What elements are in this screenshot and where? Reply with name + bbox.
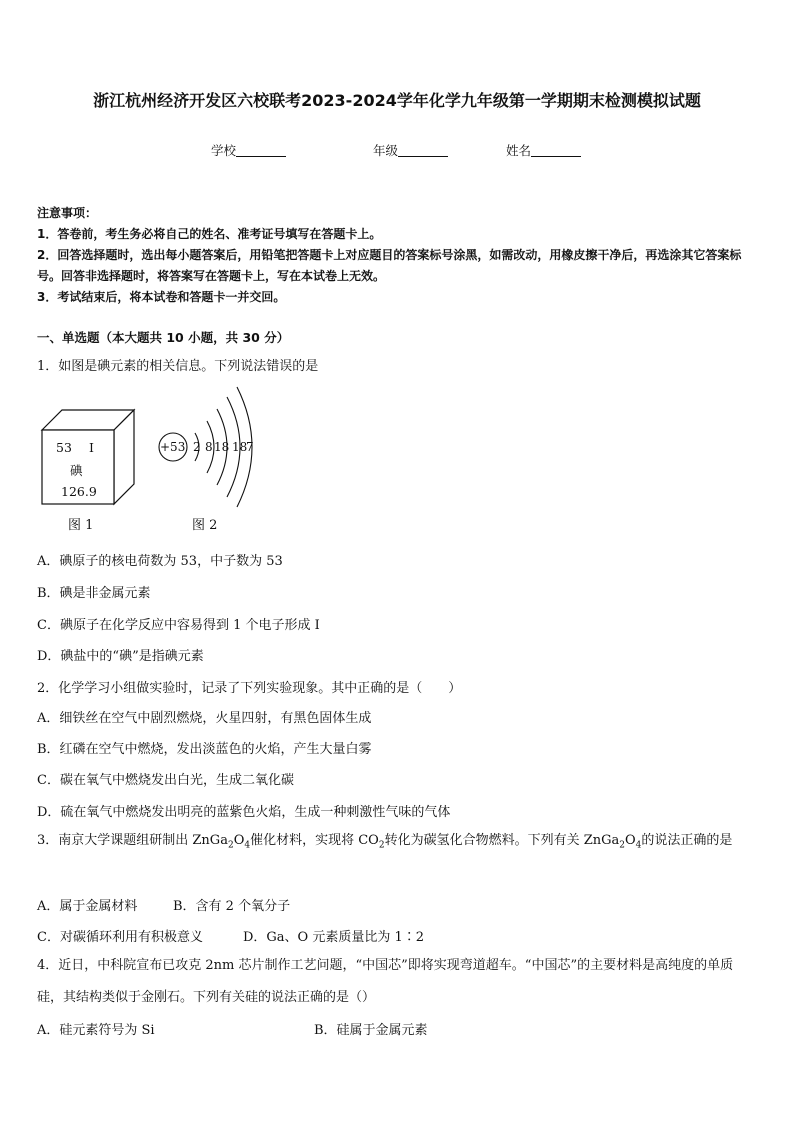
q1-option-a: A．碘原子的核电荷数为 53，中子数为 53 xyxy=(37,554,283,569)
note-3: 3．考试结束后，将本试卷和答题卡一并交回。 xyxy=(37,290,286,304)
q1-option-b: B．碘是非金属元素 xyxy=(37,586,151,601)
element-mass: 126.9 xyxy=(61,484,97,499)
notes-heading: 注意事项： xyxy=(37,206,98,220)
q2-option-c: C．碳在氧气中燃烧发出白光，生成二氧化碳 xyxy=(37,773,294,788)
atom-shell-4: 18 xyxy=(232,440,248,454)
q2-option-d: D．硫在氧气中燃烧发出明亮的蓝紫色火焰，生成一种刺激性气味的气体 xyxy=(37,805,451,820)
atom-shell-5: 7 xyxy=(246,440,254,454)
section-heading: 一、单选题（本大题共 10 小题，共 30 分） xyxy=(37,330,290,345)
q2-option-a: A．细铁丝在空气中剧烈燃烧，火星四射，有黑色固体生成 xyxy=(37,711,372,726)
atom-nucleus: +53 xyxy=(160,440,186,454)
element-name: 碘 xyxy=(70,463,83,478)
atom-shell-1: 2 xyxy=(193,440,201,454)
q2-stem: 2．化学学习小组做实验时，记录了下列实验现象。其中正确的是（ ） xyxy=(37,681,462,696)
element-symbol: I xyxy=(89,440,94,455)
q4-option-b: B．硅属于金属元素 xyxy=(314,1023,428,1038)
q1-option-d: D．碘盐中的“碘”是指碘元素 xyxy=(37,649,204,664)
atom-shell-2: 8 xyxy=(205,440,213,454)
note-1: 1．答卷前，考生务必将自己的姓名、准考证号填写在答题卡上。 xyxy=(37,227,382,241)
name-field: 姓名 xyxy=(506,141,581,159)
q4-option-a: A．硅元素符号为 Si xyxy=(37,1023,155,1038)
note-2: 2．回答选择题时，选出每小题答案后，用铅笔把答题卡上对应题目的答案标号涂黑，如需改动，用橡皮擦干净后，再选涂其它答案标号。回答非选择题时，将答案写在答题卡上，写在本试卷上无效。 xyxy=(37,248,742,283)
page-title: 浙江杭州经济开发区六校联考2023-2024学年化学九年级第一学期期末检测模拟试题 xyxy=(93,91,701,110)
q3-option-b: B．含有 2 个氧分子 xyxy=(173,899,291,914)
q1-option-c: C．碘原子在化学反应中容易得到 1 个电子形成 I xyxy=(37,618,320,633)
atom-shell-3: 18 xyxy=(214,440,230,454)
notes-block xyxy=(37,203,759,308)
q1-stem: 1．如图是碘元素的相关信息。下列说法错误的是 xyxy=(37,359,319,374)
q4-stem: 4．近日，中科院宣布已攻克 2nm 芯片制作工艺问题，“中国芯”即将实现弯道超车。“中国芯”的主要材料是高纯度的单质硅，其结构类似于金刚石。下列有关硅的说法正确的是（） xyxy=(37,958,734,1005)
element-atomic-number: 53 xyxy=(56,440,72,455)
q3-option-a: A．属于金属材料 xyxy=(37,899,138,914)
figure-2-label: 图 2 xyxy=(192,518,218,533)
q2-option-b: B．红磷在空气中燃烧，发出淡蓝色的火焰，产生大量白雾 xyxy=(37,742,372,757)
q3-stem: 3．南京大学课题组研制出 $ZnGa_2O_4$催化材料，实现将 $CO_2$转化为碳氢化合物燃料。下列有关 $ZnGa_2O_4$的说法正确的是 xyxy=(37,833,733,851)
school-field: 学校 xyxy=(211,141,286,159)
q3-option-c: C．对碳循环利用有积极意义 xyxy=(37,930,203,945)
grade-field: 年级 xyxy=(373,141,448,159)
q3-option-d: D．Ga、O 元素质量比为 1∶2 xyxy=(243,930,425,945)
figure-1-label: 图 1 xyxy=(68,518,94,533)
